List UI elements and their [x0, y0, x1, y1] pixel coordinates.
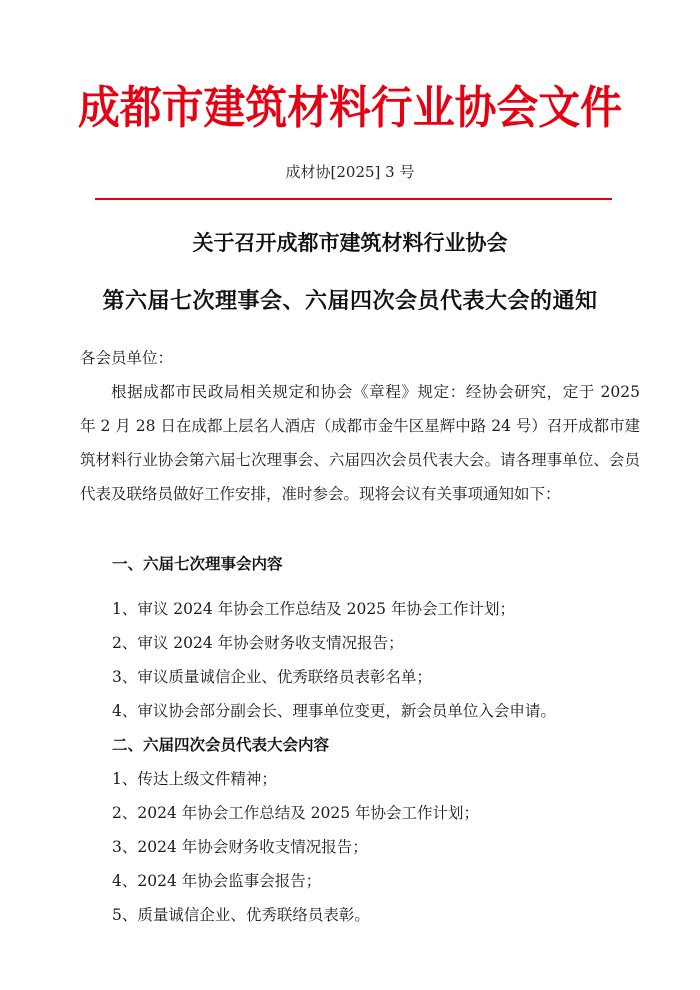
council-agenda-item: 4、审议协会部分副会长、理事单位变更，新会员单位入会申请。: [112, 702, 556, 720]
salutation: 各会员单位：: [80, 349, 174, 367]
congress-agenda-item: 3、2024 年协会财务收支情况报告；: [112, 838, 368, 856]
council-agenda-item: 3、审议质量诚信企业、优秀联络员表彰名单；: [112, 668, 432, 686]
org-file-title: 成都市建筑材料行业协会文件: [77, 81, 623, 134]
council-agenda-item: 1、审议 2024 年协会工作总结及 2025 年协会工作计划；: [112, 600, 515, 618]
notice-title-line-2: 第六届七次理事会、六届四次会员代表大会的通知: [102, 289, 598, 314]
congress-agenda-item: 5、质量诚信企业、优秀联络员表彰。: [112, 906, 370, 924]
body-paragraph: 根据成都市民政局相关规定和协会《章程》规定：经协会研究，定于 2025 年 2 月 28 日在成都上层名人酒店（成都市金牛区星辉中路 24 号）召开成都市建筑材料行业协会第六届七次理事会、六届四次会员代表大会。请各理事单位、会员代表及联络员做好工作安排，准时参会。现将会议有关事项通知如下：: [80, 383, 640, 503]
red-divider-line: [95, 198, 612, 200]
congress-agenda-item: 1、传达上级文件精神；: [112, 770, 277, 788]
document-number: 成材协[2025] 3 号: [285, 163, 415, 181]
section-heading-congress: 二、六届四次会员代表大会内容: [112, 736, 330, 754]
congress-agenda-item: 4、2024 年协会监事会报告；: [112, 872, 322, 890]
section-heading-council: 一、六届七次理事会内容: [112, 555, 283, 573]
congress-agenda-item: 2、2024 年协会工作总结及 2025 年协会工作计划；: [112, 804, 480, 822]
notice-title-line-1: 关于召开成都市建筑材料行业协会: [192, 231, 508, 255]
council-agenda-item: 2、审议 2024 年协会财务收支情况报告；: [112, 634, 404, 652]
